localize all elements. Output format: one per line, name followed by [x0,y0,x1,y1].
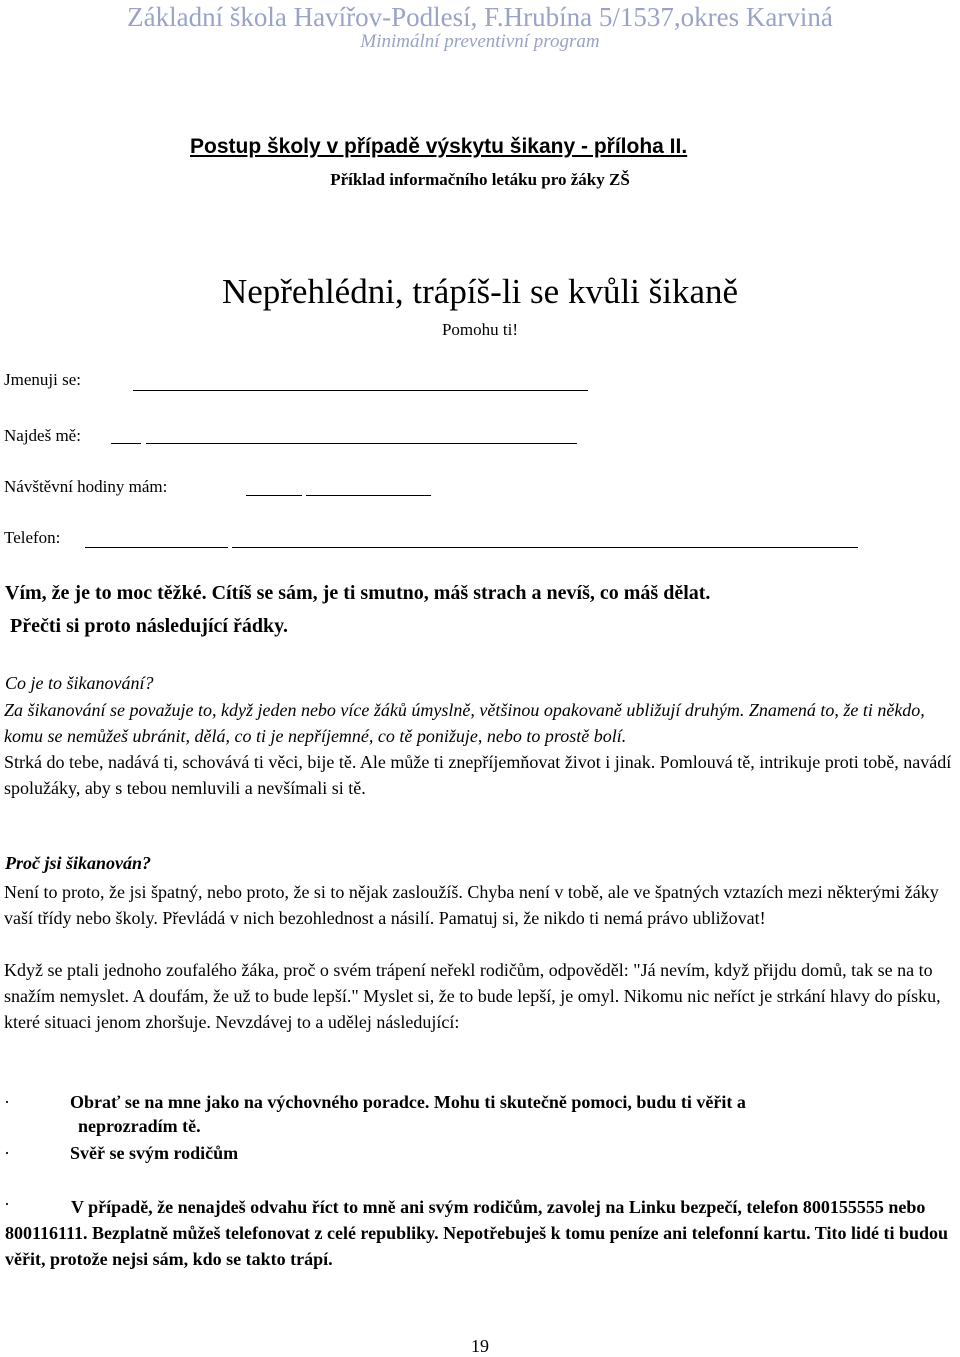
school-header: Základní škola Havířov-Podlesí, F.Hrubína 5/1537,okres Karviná [127,2,833,32]
location-line-short [111,443,141,444]
location-line [146,443,577,444]
page-number: 19 [471,1336,489,1356]
bullet-counselor-line-2: neprozradím tě. [78,1116,201,1136]
section-subtitle: Příklad informačního letáku pro žáky ZŠ [330,170,630,189]
phone-label: Telefon: [4,528,61,547]
section-title: Postup školy v případě výskytu šikany - příloha II. [190,135,688,158]
hours-line [306,495,431,496]
question-what: Co je to šikanování? [5,673,154,693]
leaflet-tagline: Pomohu ti! [441,320,519,339]
hours-line-short [246,495,302,496]
bullet-helpline: V případě, že nenajdeš odvahu říct to mně ani svým rodičům, zavolej na Linku bezpečí, telefon 800155555 nebo 800116111. Bezplatně můžeš telefonovat z celé republiky. Nepotřebuješ k tomu peníze ani telefonní kartu. Tito lidé ti budou věřit, protože nejsi sám, kdo se takto trápí. [5,1197,949,1269]
program-subheader: Minimální preventivní program [360,31,600,52]
name-label: Jmenuji se: [4,370,81,389]
leaflet-headline: Nepřehlédni, trápíš-li se kvůli šikaně [221,272,739,311]
reason-paragraph: Není to proto, že jsi špatný, nebo proto, že si to nějak zasloužíš. Chyba není v tobě, ale ve špatných vztazích mezi některými žáky vaší třídy nebo školy. Převládá v nich bezohlednost a násilí. Pamatuj si, že nikdo ti nemá právo ubližovat! [4,882,939,928]
examples-paragraph: Strká do tebe, nadává ti, schovává ti věci, bije tě. Ale může ti znepříjemňovat život i jinak. Pomlouvá tě, intrikuje proti tobě, navádí spolužáky, aby s tebou nemluvili a nevšímali si tě. [4,752,952,798]
intro-line-1: Vím, že je to moc těžké. Cítíš se sám, je ti smutno, máš strach a nevíš, co máš dělat. [5,582,711,604]
location-label: Najdeš mě: [4,426,81,445]
bullet-mark-2: · [4,1143,10,1163]
bullet-parents: Svěř se svým rodičům [70,1143,239,1163]
intro-line-2: Přečti si proto následující řádky. [10,615,288,637]
bullet-counselor-line-1: Obrať se na mne jako na výchovného poradce. Mohu ti skutečně pomoci, budu ti věřit a [70,1092,746,1112]
advice-paragraph: Když se ptali jednoho zoufalého žáka, proč o svém trápení neřekl rodičům, odpověděl: "Já nevím, když přijdu domů, tak se na to snažím nemyslet. A doufám, že už to bude lepší." Myslet si, že to bude lepší, je omyl. Nikomu nic neříct je strkání hlavy do písku, které situaci jenom zhoršuje. Nevzdávej to a udělej následující: [4,960,941,1032]
hours-label: Návštěvní hodiny mám: [4,477,168,496]
name-line [133,390,588,391]
definition-paragraph: Za šikanování se považuje to, když jeden nebo více žáků úmyslně, většinou opakovaně ubližují druhým. Znamená to, že ti někdo, komu se nemůžeš ubránit, dělá, co ti je nepříjemné, co tě ponižuje, nebo to prostě bolí. [4,700,925,746]
phone-line [232,547,858,548]
phone-line-short [85,547,228,548]
bullet-mark-1: · [4,1092,10,1112]
question-why: Proč jsi šikanován? [5,853,152,873]
bullet-mark-3: · [4,1194,10,1214]
